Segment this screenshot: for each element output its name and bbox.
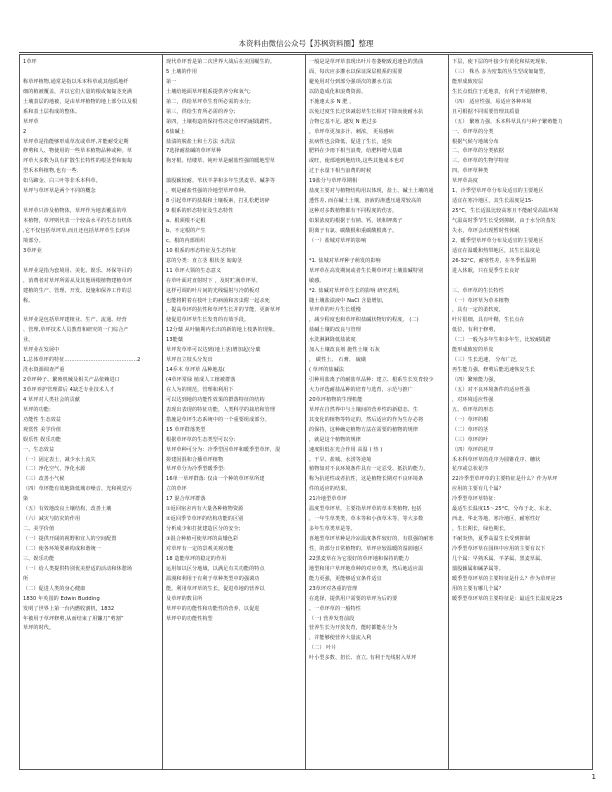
- text-line: 的保持，这种确定植物方法在需要的植物的规律: [309, 426, 419, 433]
- text-line: 喜地型草坪草种是冷凉温度条件较好的，有很强的耐寒: [309, 536, 434, 542]
- text-line: 称草坪植物,通常是指以禾本科草或其他质地纤: [23, 78, 129, 85]
- text-line: 温度型草坪草，主要指草坪草的草本类植物, 包括: [309, 506, 422, 513]
- text-line: （三） 株丛 多为密集的丛生型或匍匐型，: [452, 68, 549, 75]
- text-line: （五） 繁殖力强，禾本科草具有与种子繁殖能力: [452, 118, 563, 125]
- text-line: 草坪中的功能性和功能性的营养，以促进: [166, 605, 260, 612]
- text-line: 13能蘖: [166, 337, 184, 344]
- text-line: 草坪业是包括草坪建植业、生产、流通、经营: [23, 317, 127, 324]
- text-line: ，减少程度也和草坪积盐碱状物好的程度。 (二): [309, 317, 419, 324]
- text-line: 三、草坪草的生长特性: [452, 287, 504, 294]
- text-line: 发明了世界上第一台内燃收割机，1832: [23, 605, 115, 612]
- text-line: 三、娱乐功能: [23, 555, 55, 562]
- text-line: 合物它基不足, 越发 N 肥过多: [309, 118, 377, 125]
- text-line: 2: [23, 128, 27, 135]
- text-line: 、一草坪草的一般特性: [309, 605, 361, 612]
- text-line: 抗病性也会降低，促进了生长，延快: [309, 138, 393, 145]
- text-line: 措施是草坪生态系统中的一个重要组成部分。: [166, 416, 270, 423]
- text-line: 或旺，使部地到地结块,这些其他成本也对: [309, 158, 405, 165]
- text-line: （五）有效地改良土壤结构，改善土壤: [23, 506, 112, 513]
- text-line: （二）促进人类的身心健康: [23, 585, 86, 592]
- text-line: 低位，有利于修剪，: [452, 327, 499, 334]
- text-line: 叶片很细，具有叶鞘，生长点在: [452, 317, 525, 324]
- text-line: 敏感。: [309, 277, 325, 284]
- text-line: *1. 盐城对草坪种子萌发的影响: [309, 257, 381, 264]
- text-line: ③混合种植可使草坪的高矮色彩: [166, 536, 239, 542]
- text-line: 以防造成化和浪费资源。: [309, 88, 367, 95]
- text-line: 称为抗逆性或者抗性，这是植物长期对不良环境条: [309, 476, 424, 483]
- text-line: 这样可调的叶片间的光线辐射与冷荫板对: [166, 287, 260, 294]
- text-line: 草坪与草坪草是两个不同的概念: [23, 188, 96, 195]
- text-line: ，草坪草更加多汁、刺浓， 更易感病: [309, 128, 394, 135]
- text-line: 冷季型草坪草在园林中应用的主要有以下: [452, 545, 546, 552]
- text-line: 14乔木 草坪草 品种地基(: [166, 367, 225, 374]
- text-line: 草坪草只涉及植物体，草坪作为地表覆盖的草: [23, 208, 127, 215]
- text-line: 在人为的规范，管理和利用下: [166, 386, 234, 393]
- text-line: 草坪中的功能性构型: [166, 615, 213, 622]
- text-line: 坪草大多数为具有扩散生长特性的根茎型和匍匐: [23, 158, 133, 165]
- text-line: 大力评选耐盐品种的培育与选育，示范与推广: [309, 386, 413, 393]
- text-line: 根据气候与地域分布: [452, 138, 499, 145]
- text-line: 土壤表层的地被，是由草坪植物的地上部分以及根: [23, 98, 138, 105]
- text-line: 温漫和利用于有利于草种类型中的强调功: [166, 575, 260, 582]
- text-line: 面，每次应多灌水以保证深层根系的需要: [309, 68, 403, 75]
- text-line: 5 土壤的作用: [166, 68, 198, 75]
- text-line: 19盐分与草坪草期相: [309, 178, 358, 185]
- text-line: 下层，使下层的叶接少有黄化和枯死现象，: [452, 59, 551, 65]
- text-line: （四）繁殖能力强，: [452, 377, 499, 383]
- text-line: 草坪直立枝头分发出: [166, 357, 213, 364]
- text-line: 草坪草分为冷季型暖季型:: [166, 466, 225, 473]
- column-2: [163, 55, 306, 769]
- text-line: 15 草坪群落类型: [166, 426, 206, 433]
- text-line: 速度阻低在光合作用 高温 ( 热 ): [309, 446, 383, 453]
- column-1: [20, 55, 163, 769]
- text-line: 一、草坪草的分类: [452, 128, 494, 135]
- text-line: 草坪草: [23, 118, 39, 125]
- text-line: 过于水量下相当浪费的时候: [309, 168, 372, 175]
- text-line: 第二，供给草坪草生育所必需的水分;: [166, 98, 251, 105]
- text-line: ，生长期长，绿色期长，: [452, 526, 510, 533]
- text-line: 狗牙根、结缕草、钝叶草是耐盐性强的暖地型草: [166, 158, 276, 165]
- text-line: 冷季型草坪草特征：: [452, 496, 499, 503]
- text-line: 适宜在寒冷地区，其生长温度是15-: [452, 198, 534, 205]
- text-line: 阴离子有氯、碳酸根和重碳酸根离子。: [309, 227, 398, 234]
- text-line: 避免用对分到部分强项次的灌水方法: [309, 78, 393, 85]
- text-line: 业。: [23, 337, 34, 344]
- text-line: 水洗淋淋降低盐浓度: [309, 337, 356, 344]
- text-line: 多年生草类草是等。: [309, 526, 356, 533]
- text-line: [23, 306, 159, 316]
- text-line: ，具有一定的柔软度，: [452, 307, 504, 314]
- text-line: 现代草坪普是第二次世界大战后在美国崛生的。: [166, 59, 276, 65]
- column-3: [306, 55, 449, 769]
- text-line: 18 造能草坪的稳定的作用: [166, 555, 227, 562]
- text-line: ， 碳性土、 石膏、 硫磺: [309, 357, 367, 364]
- text-line: 叶小型多数、扭长、直立, 有利于光线射入草坪: [309, 655, 417, 662]
- text-line: 细的植被覆盖，并以它们大量的根或匍匐茎充满: [23, 88, 133, 95]
- text-line: 地型和用户草坪地草种的对应草类，然后地适应温: [309, 565, 424, 572]
- text-line: （三）生长迅速， 分布广泛，: [452, 357, 522, 364]
- text-line: c、根的内部组织: [166, 237, 206, 244]
- text-line: b、不定根的产生: [166, 227, 206, 234]
- text-line: a、根须根不定根: [166, 218, 206, 224]
- text-line: 草坪草种可分为：冷季型因草坪和暖季型草坪，混: [166, 446, 281, 453]
- text-line: ，提高草坪的抗性和草坪生长并的节能，更新草坪: [166, 307, 281, 314]
- text-line: 10 根系的形态特征及生态特征: [166, 247, 237, 254]
- text-line: 、干旱、盐城、水涝等逆境: [309, 456, 372, 463]
- text-line: 能形成致密的草皮: [452, 347, 494, 354]
- text-line: 翦股颖较耐、苇状羊茅和多年生黑麦草、碱茅等: [166, 178, 276, 185]
- text-line: 二、美学价值: [23, 526, 55, 533]
- text-line: 西北、华北等地，寒冷地区，耐寒性好: [452, 516, 541, 523]
- text-line: 不施速太多 N 肥 ，: [309, 98, 355, 105]
- text-line: ，一年生草类类，草本等和小孩草木等，等大多数: [309, 516, 424, 523]
- text-line: 所: [23, 575, 29, 582]
- text-line: 第三，供给生育所必需的养分;: [166, 108, 236, 115]
- text-line: 根据草坪草的生态类型可以分:: [166, 436, 236, 443]
- text-line: 表现出表现的特征功能，人类科学的栽培和管理: [166, 406, 276, 413]
- text-line: 植物如对不良环境条件具有一定忍受、抵抗的能力，: [309, 466, 429, 473]
- text-line: 25°C，生长适温比较高寒且不能耐受高温环境: [452, 208, 559, 215]
- text-line: 2、暖季型草坪草分布及适宜的主要地区: [452, 237, 544, 244]
- page-number: 1: [591, 773, 596, 781]
- text-line: 观赏性 美学价值: [23, 426, 62, 433]
- text-line: 本植物，草坪则代表一个较高水平的生态有机体: [23, 218, 133, 224]
- text-line: 第一: [166, 78, 177, 85]
- text-line: （四）草坪能有效地降低城市噪音、光和视觉污: [23, 486, 133, 493]
- text-line: 几个属：早熟禾属、羊茅属、黑麦草属、: [452, 555, 546, 562]
- text-line: （二）净化空气，净化水源: [23, 466, 86, 473]
- text-line: 加入土壤改良剂 施性土壤 石灰: [309, 347, 380, 354]
- text-line: 称。: [23, 297, 34, 304]
- text-line: 四、草坪草种类: [452, 168, 489, 175]
- text-line: 如马蹄金、白三叶等非禾本科草。: [23, 178, 101, 185]
- text-line: 功能性 生态效益: [23, 416, 62, 423]
- text-line: 再生能力强，修剪后能迅速恢复生长: [452, 367, 536, 374]
- text-line: （四）草坪的花序: [452, 446, 494, 453]
- text-line: 草坪发草率可以达到(地上茎)增加起(分蘖: [166, 347, 261, 354]
- text-line: 22黑麦草在为它很好的草坪地和保持的能力: [309, 555, 410, 562]
- text-line: （一) 营养发育前段: [309, 615, 355, 622]
- text-line: 第四，土壤构造的保持性决定草坪的耐践踏性。: [166, 118, 276, 125]
- text-line: （六）减灾与防灾的作用: [23, 516, 81, 523]
- text-line: [23, 257, 159, 267]
- text-line: （三）改善小气候: [23, 476, 65, 483]
- text-line: 最适生长温度15～25°C，分布于北、东北、: [452, 506, 555, 513]
- text-line: （二） 叶片: [309, 645, 337, 652]
- text-line: 应用的主要有几个属？: [452, 486, 504, 493]
- text-line: 暖季型草坪草的主要特征是：最适生长温度是25: [452, 595, 563, 602]
- text-line: 草坪在自然界中与土壤间的营养性的新稳态、生: [309, 406, 419, 413]
- text-line: 4 草坪对人类社会的贡献: [23, 396, 80, 403]
- text-line: 26-32°C，耐寒性差，在冬季低温期: [452, 257, 536, 264]
- text-line: 23草坪对各重的管理: [309, 585, 358, 592]
- text-line: 、管理,草坪技术人员教育和研究的一门综合产: [23, 327, 129, 334]
- column-4: [449, 55, 592, 769]
- text-line: 2草坪种子、繁殖机械及相关产品依赖进口: [23, 377, 120, 383]
- text-line: 能力更强，更能够适宜条件适宜: [309, 575, 382, 582]
- text-line: 失水，草坪会出现暂时性休眠: [452, 227, 520, 234]
- text-line: ，对环境适应性强: [452, 396, 494, 403]
- text-line: 3草坪业: [23, 247, 42, 254]
- text-line: 立的草坪: [166, 486, 187, 493]
- text-line: 且可根据不同需要管理其质量: [452, 108, 520, 115]
- text-line: 性，的部分日常植物的，草坪应较温暖的湿润地区: [309, 545, 424, 552]
- text-line: 以免过度生长过快减弱草生长相对下降而使耐水抗: [309, 108, 424, 115]
- text-line: 年被用于草坪修剪,从而结束了用镰刀“剪割”: [23, 615, 124, 622]
- text-line: 三、草坪草的生物学特征: [452, 158, 510, 165]
- text-line: （二）使各环境要素构成和谐统一: [23, 545, 101, 552]
- text-line: 建植的生产、管理、开发、设施和保养工作的总: [23, 287, 133, 294]
- text-line: 使促进草坪草生长发育的有效手段。: [166, 317, 250, 324]
- text-line: 这种对多数植物都有不同程度的伤害。: [309, 208, 398, 215]
- text-line: 进入休眠，只在夏季生长良好: [452, 267, 520, 274]
- document-body: [19, 54, 593, 770]
- text-line: 运用如以区分地域，以满足有关功能的特点: [166, 565, 265, 572]
- text-line: 暖季型草坪草的主要特征是什么？作为草坪应: [452, 575, 556, 582]
- text-line: 草坪的时代。: [23, 625, 55, 632]
- text-line: ( 草坪的盐碱法: [309, 367, 344, 374]
- text-line: [166, 167, 302, 177]
- text-line: [452, 277, 589, 287]
- text-line: 染: [23, 496, 29, 503]
- text-line: 20草坪植物的生理机能: [309, 396, 363, 403]
- text-line: 11 草坪大领的生态意义: [166, 267, 222, 274]
- text-line: 营养生长为开放发育，能时都能在分为: [309, 625, 398, 632]
- text-line: ②返回季节草坪的结构功能的区别: [166, 516, 244, 523]
- text-line: （二）一般为多年生和多年生，比较耐践踏: [452, 337, 551, 344]
- text-line: 二、草坪草的分类依据: [452, 148, 504, 155]
- text-line: [309, 247, 445, 257]
- text-line: 草坪业在发展中: [23, 347, 60, 354]
- text-line: 3草坪养护管理滞后 4缺乏专业技术人才: [23, 386, 115, 393]
- text-line: ，则是耐盐性强的冷地型草坪草种。: [166, 188, 250, 195]
- text-line: 系和表土层构成的整体。: [23, 108, 81, 115]
- text-line: 不耐炎热，夏季高温生长受到抑制: [452, 536, 530, 542]
- text-line: 娱乐性 娱乐功能: [23, 436, 62, 443]
- text-line: （一）给人类提供特别优美舒适的活动和休憩场: [23, 565, 133, 572]
- text-line: 土壤给地面草坪根系提供养分和氧气;: [166, 88, 251, 95]
- text-line: （一）提供开阔的视野和宜人的空间配置: [23, 536, 117, 542]
- text-line: （一）盐城对草坪的影响: [309, 237, 367, 244]
- text-line: 分析成少和打扰建造区分的安全;: [166, 526, 241, 533]
- text-line: 修剪和人、物使用的一些草本植物品种或种。草: [23, 148, 133, 155]
- text-line: 22冷季型草坪草的主要特征是什么？作为草坪: [452, 476, 558, 483]
- text-line: （一）草坪的根: [452, 416, 489, 423]
- text-line: 洗水资源调查严重: [23, 367, 65, 374]
- text-line: 能。利用草坪草的生长，促进草地的营养以: [166, 585, 265, 592]
- text-line: 7选择耐盐碱的草坪草种: [166, 148, 222, 155]
- text-line: 生长点低位于近地表，有利于开通割修剪，: [452, 88, 551, 95]
- text-line: 17 混合草坪群落: [166, 496, 206, 503]
- text-line: 盐碱土壤的改良与管理: [309, 327, 361, 334]
- text-line: 适宜在温暖和热带地区，其生长温度是: [452, 247, 541, 254]
- text-line: 8 引起草坪的盐损和土壤板素，打孔松耙切碎: [166, 198, 270, 205]
- text-line: 1830 年英国的 Edwin Budding: [23, 595, 100, 602]
- header-rule: [19, 52, 593, 53]
- text-line: ,它不仅包括草坪草,而且还包括草坪草生长的环: [23, 227, 131, 234]
- text-line: 1草坪: [23, 59, 37, 65]
- text-line: 随土壤盐渍液中 NaCl 含量增加，: [309, 297, 388, 304]
- text-line: 引种用盐离子的耐盐草品种：建立、根系生长发育较少: [309, 377, 434, 383]
- text-line: 五、草坪草的形态: [452, 406, 494, 413]
- text-line: 肥料在少雨下相当浪费，给肥料增大基础: [309, 148, 403, 155]
- text-line: 6盐碱土: [166, 128, 185, 135]
- text-line: （一）草坪草为草本植物: [452, 297, 510, 304]
- text-line: ，并能够使营养大量流入利: [309, 635, 372, 642]
- text-line: （五）对不良环境条件的适应性强: [452, 386, 530, 393]
- text-line: 在选择，提供用户需要的草坪为后的要: [309, 595, 398, 602]
- text-line: ①返回宿舍内有大量各种植物资源: [166, 506, 244, 513]
- text-line: 用的主要有哪几个属？: [452, 585, 504, 592]
- text-line: 9 根系的形态特征及生态特性: [166, 208, 234, 215]
- text-line: 16单一草坪群落: 仅由一个种的草坪草所建: [166, 476, 265, 483]
- text-line: 21冷地型草草坪: [309, 496, 347, 503]
- text-line: 禾本科草坪草的花序为圆锥花序、穗状: [452, 456, 541, 463]
- text-line: 及草坪的数目所: [166, 595, 203, 602]
- text-line: （三）草坪的叶: [452, 436, 489, 443]
- text-line: 件的适应的结果。: [309, 486, 351, 493]
- text-line: 1、冷季型草坪草分布及适宜的主要地区: [452, 188, 544, 195]
- text-line: 意的分类：直立茎 根状茎 匍匐茎: [166, 257, 243, 264]
- text-line: （四） 适应性强，易适应各种环境: [452, 98, 532, 105]
- text-line: 也能将附着在枝叶上的病菌和害虫附一起杀死: [166, 297, 270, 304]
- page-header: 本资料由微信公众号【苏枫资料圈】整理: [238, 39, 374, 48]
- text-line: 其变化的植物等特定的，然后适应的作为生存必将: [309, 416, 424, 423]
- text-line: 搓建因混和合播草坪植物: [166, 456, 224, 463]
- text-line: *2. 盐碱对草坪草生长的影响 研究表明，: [309, 287, 404, 294]
- text-line: 草坪的功能:: [23, 406, 51, 413]
- text-line: 型禾本科植物,也有一些.: [23, 168, 79, 175]
- text-line: 可以达到地的功能性效果的群落特征的结构: [166, 396, 265, 403]
- text-line: 盐度主要对与植物结构用以体现，盐土、碱土土壤的通: [309, 188, 434, 195]
- text-line: 草坪草在高发期间或者生长期草坪对土壤盐碱特别: [309, 267, 424, 274]
- text-line: 透性差, 而在碱土土壤，溶液的渗透压通常较高的: [309, 198, 422, 205]
- text-line: 翦股颖属和碱茅属等。: [452, 565, 504, 572]
- text-line: (4草坪常绿 植成人工植被群落: [166, 377, 236, 383]
- text-line: 1,总体草坪的特征……………………………………2: [23, 357, 141, 364]
- text-line: 花序或总状花序: [452, 466, 489, 473]
- text-line: 盐渍的脱盐土和土方法 水洗法: [166, 138, 236, 145]
- text-line: [23, 68, 159, 78]
- text-line: 草坪草的叶片生长缓慢: [309, 307, 361, 314]
- text-line: 能形成致密层: [452, 78, 484, 85]
- text-line: 草坪草是指能够形成草皮或草坪,并能耐受定期: [23, 138, 129, 145]
- text-line: ，消费者对草坪所需从及其他场根植物建植草坪: [23, 277, 133, 284]
- text-line: 12分蘖 从叶腋期内长出的新的地上枝条的现象，: [166, 327, 279, 334]
- text-line: 境部分。: [23, 237, 44, 244]
- text-line: ，就是这个植物的规律: [309, 436, 361, 443]
- text-line: [23, 197, 159, 207]
- text-line: 如果浓度的根据于有钠、钙、镁和钾离子: [309, 218, 403, 224]
- text-line: （一）固定表土，减少水土流失: [23, 456, 96, 463]
- text-line: 对草坪有一定的景观美观功能: [166, 545, 234, 552]
- text-line: （二）草坪的茎: [452, 426, 489, 433]
- text-line: 在草叶面对直射时下 ，及时贮满草坪草，: [166, 277, 262, 284]
- text-line: 气温高时季节生长受到抑制，由于水分的蒸发: [452, 218, 556, 224]
- text-line: 一、生态效益: [23, 446, 55, 453]
- text-line: 草坪草高度: [452, 178, 478, 185]
- text-line: 一般是是草坪草表现出叶片卷萎缩致迅速色的黑曲: [309, 59, 424, 65]
- text-line: 草坪业是指为套境用、美化、娱乐、环保等目的: [23, 267, 133, 274]
